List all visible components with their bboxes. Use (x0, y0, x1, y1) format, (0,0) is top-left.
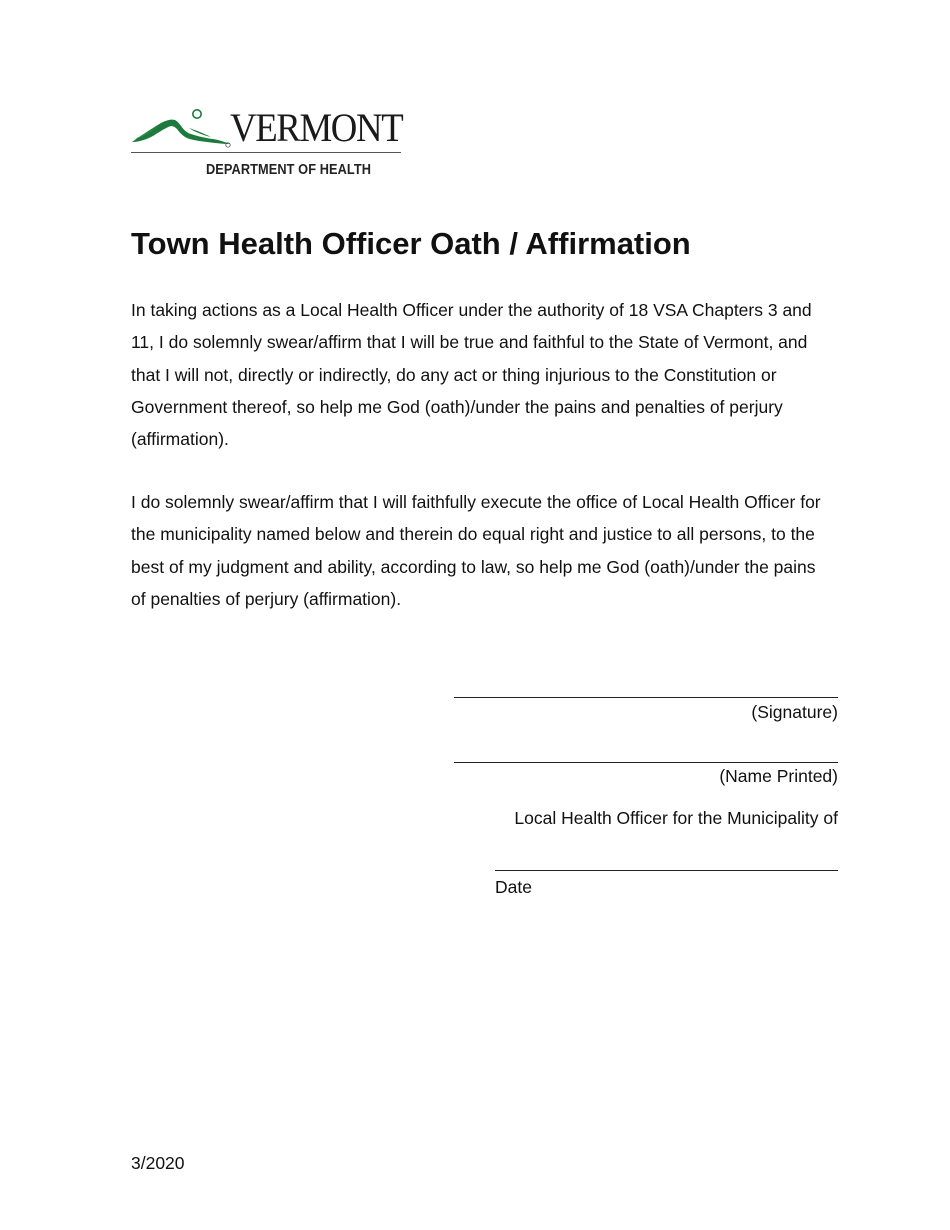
oath-paragraph-1: In taking actions as a Local Health Officer under the authority of 18 VSA Chapters 3 and 11, I do solemnly swear/affirm that I will be true and faithful to the State of Vermont, and that I will not, directly or indirectly, do any act or thing injurious to the Constitution or Government thereof, so help me God (oath)/under the pains and penalties of perjury (affirmation). (131, 300, 812, 450)
logo-divider (131, 152, 401, 153)
name-printed-line[interactable] (454, 762, 838, 763)
signature-line[interactable] (454, 697, 838, 698)
municipality-label: Local Health Officer for the Municipality of (514, 808, 838, 828)
page-title: Town Health Officer Oath / Affirmation (131, 226, 691, 261)
date-line[interactable] (495, 870, 838, 871)
logo-wordmark: VERMONT (230, 105, 403, 150)
logo-department: DEPARTMENT OF HEALTH (206, 162, 372, 178)
signature-label: (Signature) (751, 702, 838, 722)
mountain-logo-icon (131, 106, 231, 150)
name-printed-label: (Name Printed) (719, 766, 838, 786)
oath-paragraph-2: I do solemnly swear/affirm that I will faithfully execute the office of Local Health Officer for the municipality named below and therein do equal right and justice to all persons, to the best of my judgment and ability, according to law, so help me God (oath)/under the pains of penalties of perjury (affirmation). (131, 492, 821, 609)
revision-date: 3/2020 (131, 1153, 185, 1173)
date-label: Date (495, 877, 532, 897)
vermont-health-logo (131, 104, 403, 182)
